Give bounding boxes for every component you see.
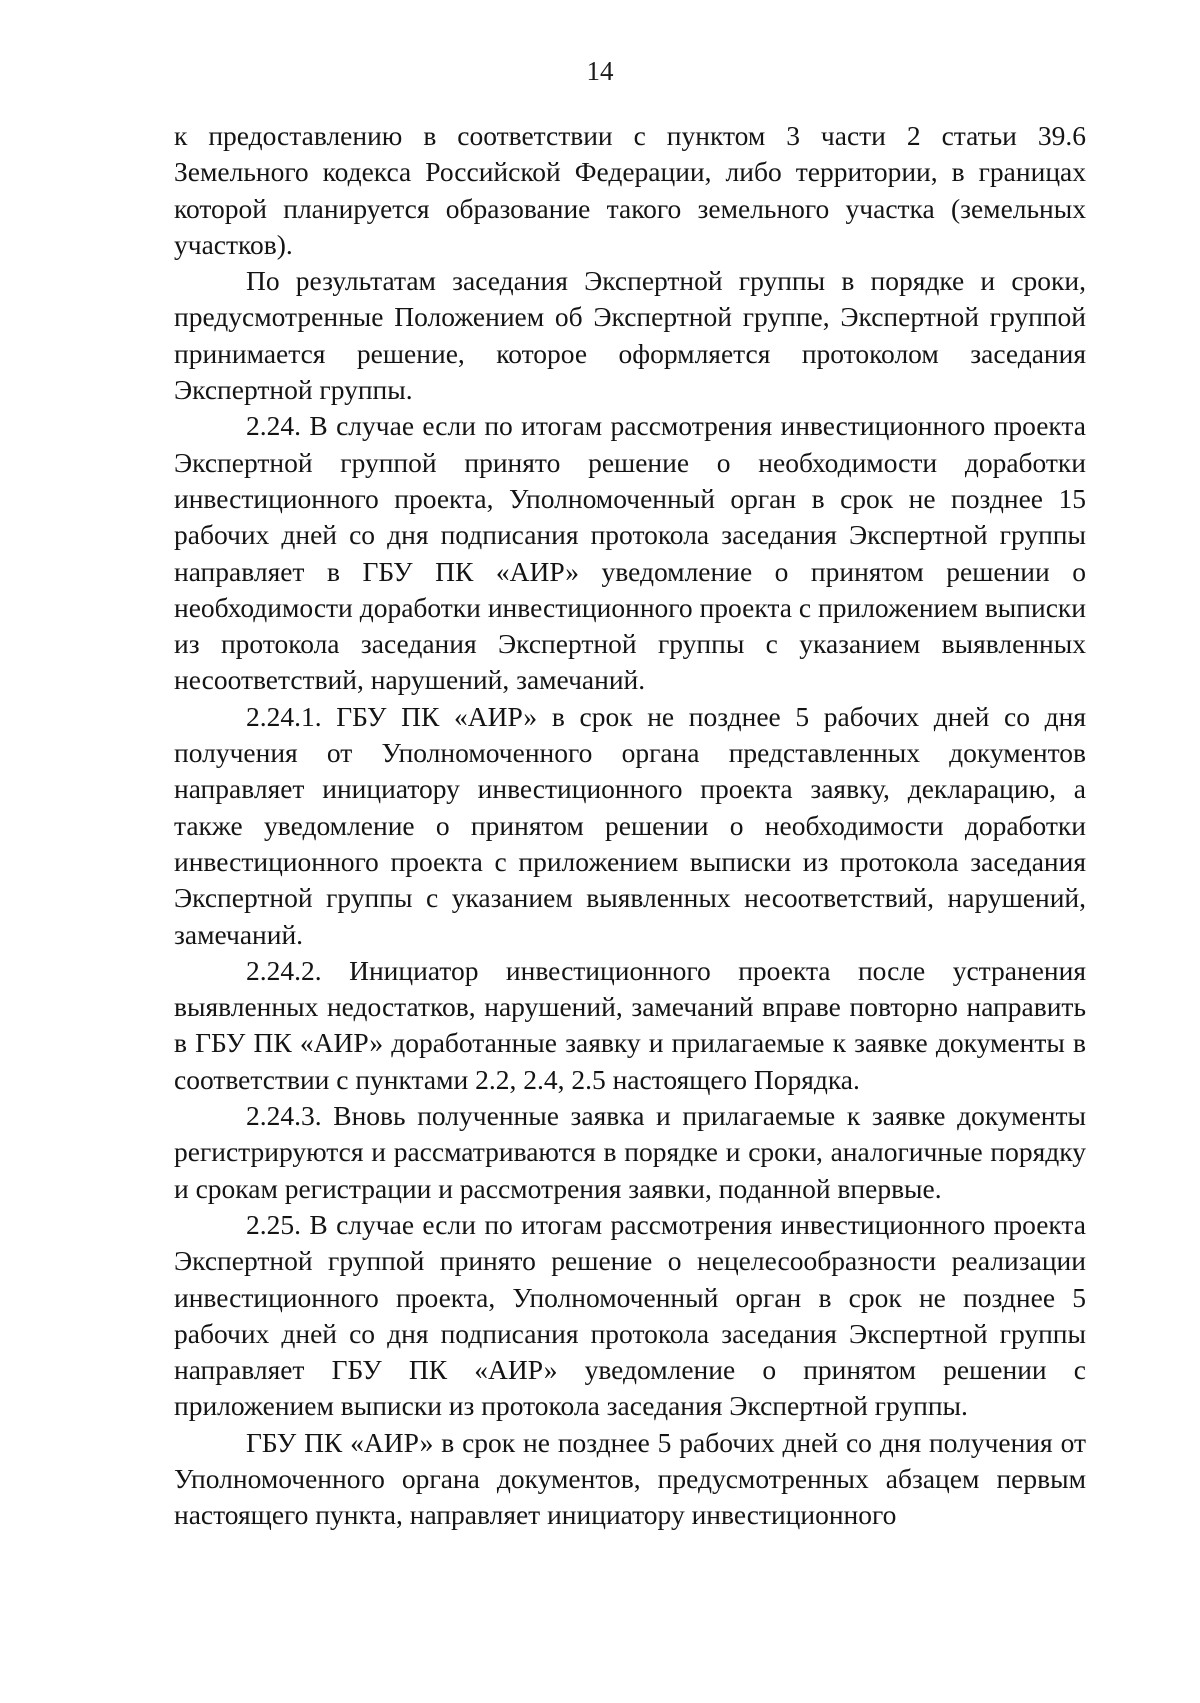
paragraph-2-24: 2.24. В случае если по итогам рассмотрения инвестиционного проекта Экспертной группой принято решение о необходимости доработки инвестиционного проекта, Уполномоченный орган в срок не позднее 15 рабочих дней со дня подписания протокола заседания Экспертной группы направляет в ГБУ ПК «АИР» уведомление о принятом решении о необходимости доработки инвестиционного проекта с приложением выписки из протокола заседания Экспертной группы с указанием выявленных несоответствий, нарушений, замечаний. [174, 410, 1086, 696]
document-body [174, 118, 1086, 1534]
paragraph-2-24-2: 2.24.2. Инициатор инвестиционного проекта после устранения выявленных недостатков, нарушений, замечаний вправе повторно направить в ГБУ ПК «АИР» доработанные заявку и прилагаемые к заявке документы в соответствии с пунктами 2.2, 2.4, 2.5 настоящего Порядка. [174, 954, 1086, 1095]
paragraph-expert-group-decision: По результатам заседания Экспертной группы в порядке и сроки, предусмотренные Положением об Экспертной группе, Экспертной группой принимается решение, которое оформляется протоколом заседания Экспертной группы. [174, 265, 1086, 406]
paragraph-2-24-1: 2.24.1. ГБУ ПК «АИР» в срок не позднее 5 рабочих дней со дня получения от Уполномоченного органа представленных документов направляет инициатору инвестиционного проекта заявку, декларацию, а также уведомление о принятом решении о необходимости доработки инвестиционного проекта с приложением выписки из протокола заседания Экспертной группы с указанием выявленных несоответствий, нарушений, замечаний. [174, 700, 1086, 950]
paragraph-gbu-air-notice: ГБУ ПК «АИР» в срок не позднее 5 рабочих дней со дня получения от Уполномоченного органа документов, предусмотренных абзацем первым настоящего пункта, направляет инициатору инвестиционного [174, 1426, 1086, 1531]
paragraph-2-25: 2.25. В случае если по итогам рассмотрения инвестиционного проекта Экспертной группой принято решение о нецелесообразности реализации инвестиционного проекта, Уполномоченный орган в срок не позднее 5 рабочих дней со дня подписания протокола заседания Экспертной группы направляет ГБУ ПК «АИР» уведомление о принятом решении с приложением выписки из протокола заседания Экспертной группы. [174, 1208, 1086, 1422]
page-number: 14 [586, 56, 614, 86]
paragraph-2-24-3: 2.24.3. Вновь полученные заявка и прилагаемые к заявке документы регистрируются и рассматриваются в порядке и сроки, аналогичные порядку и срокам регистрации и рассмотрения заявки, поданной впервые. [174, 1100, 1086, 1204]
paragraph-continuation: к предоставлению в соответствии с пунктом 3 части 2 статьи 39.6 Земельного кодекса Российской Федерации, либо территории, в границах которой планируется образование такого земельного участка (земельных участков). [174, 120, 1086, 260]
